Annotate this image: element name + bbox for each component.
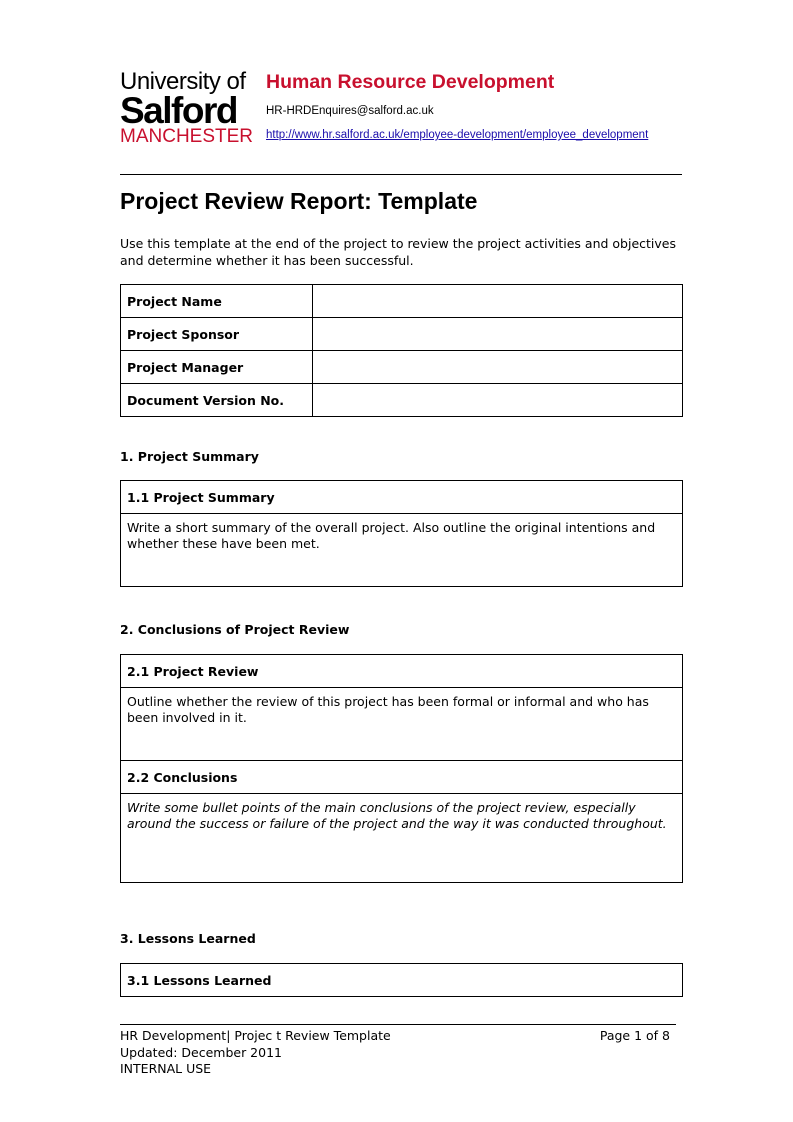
project-name-value[interactable] xyxy=(313,285,683,318)
document-title: Project Review Report: Template xyxy=(120,188,478,214)
table-row xyxy=(121,688,683,761)
contact-email: HR-HRDEnquires@salford.ac.uk xyxy=(266,105,434,117)
header-divider xyxy=(120,174,682,175)
table-row xyxy=(121,514,683,587)
table-row xyxy=(121,384,683,417)
logo-line-salford: Salford xyxy=(120,90,237,131)
project-summary-subheading: 1.1 Project Summary xyxy=(121,481,683,514)
header-block xyxy=(266,71,686,142)
lessons-learned-subheading: 3.1 Lessons Learned xyxy=(121,964,683,997)
section-1-heading: 1. Project Summary xyxy=(120,449,259,464)
project-manager-value[interactable] xyxy=(313,351,683,384)
department-url-link[interactable]: http://www.hr.salford.ac.uk/employee-development/employee_development xyxy=(266,129,649,141)
project-info-table xyxy=(120,284,683,417)
logo-line-manchester: MANCHESTER xyxy=(120,126,254,147)
table-row xyxy=(121,318,683,351)
page-number: Page 1 of 8 xyxy=(599,1028,670,1043)
footer-classification: INTERNAL USE xyxy=(120,1061,212,1076)
project-review-subheading: 2.1 Project Review xyxy=(121,655,683,688)
table-row xyxy=(121,794,683,883)
table-row xyxy=(121,481,683,514)
logo-line-university: University of xyxy=(120,68,246,95)
footer-updated: Updated: December 2011 xyxy=(120,1044,282,1060)
table-row xyxy=(121,351,683,384)
document-version-label: Document Version No. xyxy=(121,384,313,417)
lessons-learned-table xyxy=(120,963,683,997)
department-title: Human Resource Development xyxy=(266,71,555,93)
project-sponsor-label: Project Sponsor xyxy=(121,318,313,351)
document-version-value[interactable] xyxy=(313,384,683,417)
project-summary-body[interactable]: Write a short summary of the overall project. Also outline the original intentions and whether these have been met. xyxy=(121,514,683,587)
table-row xyxy=(121,655,683,688)
footer-doc-name: HR Development| Projec t Review Template xyxy=(120,1028,391,1043)
conclusions-table xyxy=(120,654,683,883)
project-manager-label: Project Manager xyxy=(121,351,313,384)
project-name-label: Project Name xyxy=(121,285,313,318)
conclusions-subheading: 2.2 Conclusions xyxy=(121,761,683,794)
project-review-body[interactable]: Outline whether the review of this project has been formal or informal and who has been involved in it. xyxy=(121,688,683,761)
conclusions-body[interactable]: Write some bullet points of the main conclusions of the project review, especially around the success or failure of the project and the way it was conducted throughout. xyxy=(121,794,683,883)
section-2-heading: 2. Conclusions of Project Review xyxy=(120,622,350,637)
university-logo xyxy=(120,70,253,146)
project-sponsor-value[interactable] xyxy=(313,318,683,351)
table-row xyxy=(121,285,683,318)
page-footer xyxy=(120,1028,670,1078)
document-intro: Use this template at the end of the project to review the project activities and objectives and determine whether it has been successful. xyxy=(120,236,677,268)
project-summary-table xyxy=(120,480,683,587)
footer-divider xyxy=(120,1024,676,1025)
table-row xyxy=(121,761,683,794)
section-3-heading: 3. Lessons Learned xyxy=(120,931,256,946)
table-row xyxy=(121,964,683,997)
